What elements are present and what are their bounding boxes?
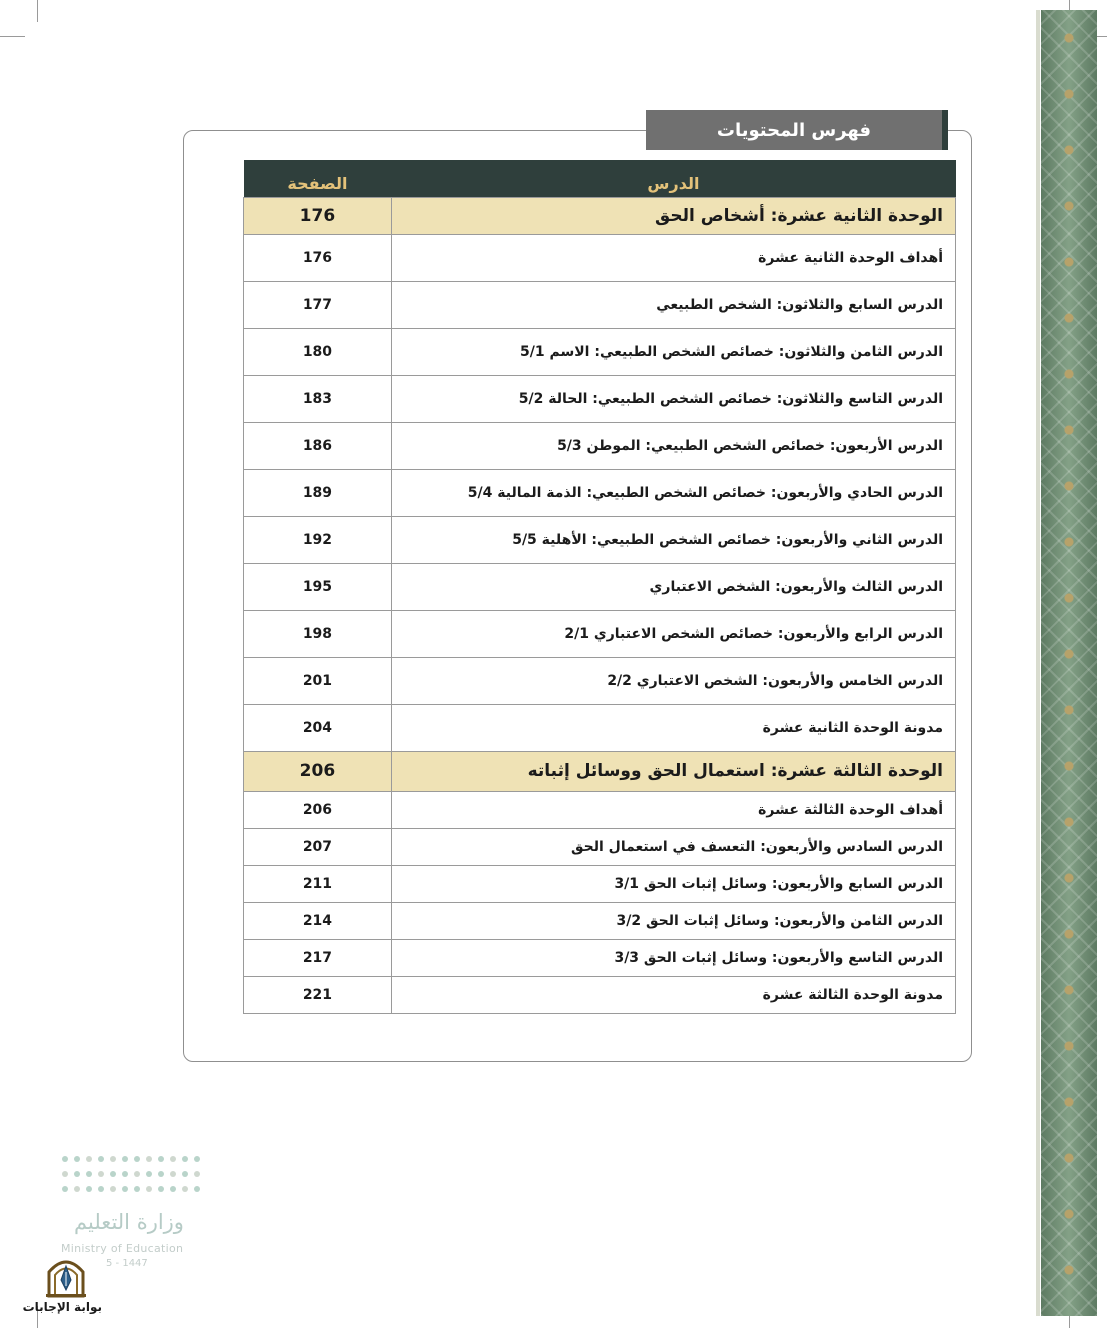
lesson-title: الدرس الثاني والأربعون: خصائص الشخص الطبيعي: الأهلية 5/5 — [391, 516, 955, 563]
page-number: 192 — [244, 516, 392, 563]
lesson-title: الدرس التاسع والثلاثون: خصائص الشخص الطبيعي: الحالة 5/2 — [391, 375, 955, 422]
page-number: 214 — [244, 902, 392, 939]
table-row[interactable] — [244, 610, 956, 657]
lesson-title: الدرس الثالث والأربعون: الشخص الاعتباري — [391, 563, 955, 610]
lesson-title: الدرس الثامن والثلاثون: خصائص الشخص الطبيعي: الاسم 5/1 — [391, 328, 955, 375]
page-number: 186 — [244, 422, 392, 469]
lesson-title: مدونة الوحدة الثالثة عشرة — [391, 976, 955, 1013]
table-row[interactable] — [244, 976, 956, 1013]
lesson-title: الدرس السابع والثلاثون: الشخص الطبيعي — [391, 281, 955, 328]
site-name: بوابة الإجابات — [22, 1300, 102, 1314]
page-title: فهرس المحتويات — [716, 119, 872, 141]
lesson-title: الدرس التاسع والأربعون: وسائل إثبات الحق 3/3 — [391, 939, 955, 976]
page-number: 198 — [244, 610, 392, 657]
table-row[interactable] — [244, 469, 956, 516]
lesson-title: مدونة الوحدة الثانية عشرة — [391, 704, 955, 751]
header-page: الصفحة — [244, 160, 392, 197]
table-header-row — [244, 160, 956, 197]
unit-title: الوحدة الثانية عشرة: أشخاص الحق — [391, 197, 955, 234]
page-number: 176 — [244, 197, 392, 234]
ministry-name-english: Ministry of Education — [61, 1242, 184, 1255]
page-number: 189 — [244, 469, 392, 516]
page-number: 183 — [244, 375, 392, 422]
lesson-title: الدرس الأربعون: خصائص الشخص الطبيعي: الموطن 5/3 — [391, 422, 955, 469]
table-row[interactable] — [244, 657, 956, 704]
table-row[interactable] — [244, 281, 956, 328]
ministry-logo-dots-icon — [62, 1156, 200, 1196]
page-number: 207 — [244, 828, 392, 865]
unit-row[interactable] — [244, 751, 956, 791]
lesson-title: الدرس الرابع والأربعون: خصائص الشخص الاعتباري 2/1 — [391, 610, 955, 657]
pen-arch-icon — [43, 1254, 89, 1298]
site-logo[interactable] — [22, 1254, 102, 1320]
table-row[interactable] — [244, 865, 956, 902]
table-row[interactable] — [244, 375, 956, 422]
table-row[interactable] — [244, 828, 956, 865]
ministry-name-arabic: وزارة التعليم — [74, 1210, 184, 1234]
page-number: 177 — [244, 281, 392, 328]
page-number: 211 — [244, 865, 392, 902]
table-row[interactable] — [244, 563, 956, 610]
page-number: 206 — [244, 791, 392, 828]
decorative-pattern-border — [1041, 10, 1097, 1316]
title-tab — [646, 110, 948, 150]
page-number: 176 — [244, 234, 392, 281]
ministry-year: 5 - 1447 — [106, 1258, 148, 1269]
page-number: 180 — [244, 328, 392, 375]
page-number: 221 — [244, 976, 392, 1013]
table-row[interactable] — [244, 704, 956, 751]
page-number: 201 — [244, 657, 392, 704]
lesson-title: الدرس السادس والأربعون: التعسف في استعمال الحق — [391, 828, 955, 865]
unit-row[interactable] — [244, 197, 956, 234]
lesson-title: الدرس السابع والأربعون: وسائل إثبات الحق 3/1 — [391, 865, 955, 902]
lesson-title: الدرس الخامس والأربعون: الشخص الاعتباري 2/2 — [391, 657, 955, 704]
page-number: 195 — [244, 563, 392, 610]
table-row[interactable] — [244, 234, 956, 281]
page-number: 217 — [244, 939, 392, 976]
table-row[interactable] — [244, 516, 956, 563]
lesson-title: أهداف الوحدة الثانية عشرة — [391, 234, 955, 281]
decorative-border-edge — [1036, 10, 1040, 1316]
lesson-title: الدرس الحادي والأربعون: خصائص الشخص الطبيعي: الذمة المالية 5/4 — [391, 469, 955, 516]
lesson-title: الدرس الثامن والأربعون: وسائل إثبات الحق 3/2 — [391, 902, 955, 939]
page-number: 206 — [244, 751, 392, 791]
crop-mark — [0, 36, 25, 37]
table-row[interactable] — [244, 422, 956, 469]
table-row[interactable] — [244, 902, 956, 939]
page-number: 204 — [244, 704, 392, 751]
table-row[interactable] — [244, 791, 956, 828]
table-row[interactable] — [244, 939, 956, 976]
lesson-title: أهداف الوحدة الثالثة عشرة — [391, 791, 955, 828]
header-lesson: الدرس — [391, 160, 955, 197]
contents-table — [243, 160, 956, 1014]
table-row[interactable] — [244, 328, 956, 375]
unit-title: الوحدة الثالثة عشرة: استعمال الحق ووسائل إثباته — [391, 751, 955, 791]
crop-mark — [37, 0, 38, 22]
